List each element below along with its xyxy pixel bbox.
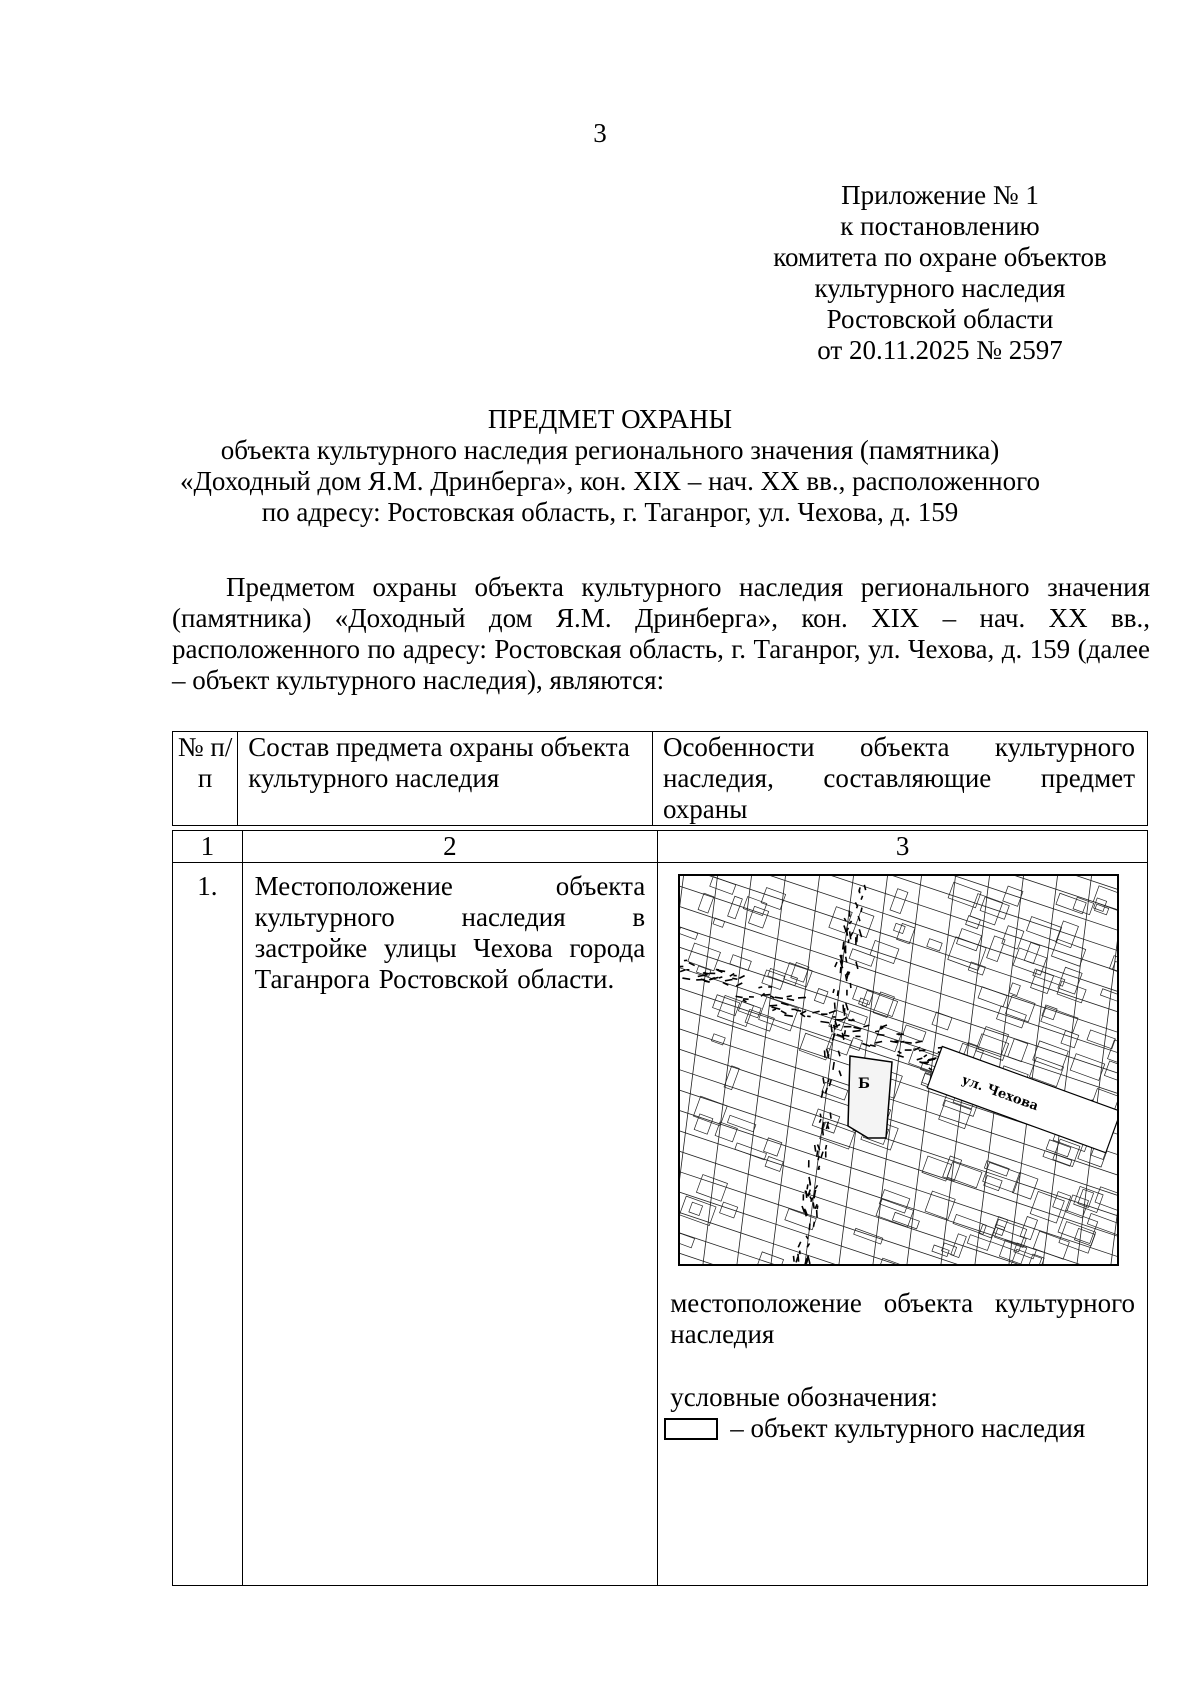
location-map [678, 874, 1119, 1266]
header-col-features: Особенности объекта культурного наследия, составляющие предмет охраны [652, 732, 1147, 826]
street-label: ул. Чехова [959, 1072, 1041, 1115]
legend-title: условные обозначения: [670, 1382, 938, 1412]
document-heading [160, 404, 1060, 528]
page-number: 3 [593, 118, 607, 148]
table-header [172, 731, 1148, 826]
composition-text: Местоположение объекта культурного наследия в застройке улицы Чехова города Таганрога Ростовской области. [254, 871, 646, 994]
object-parcel [848, 1056, 892, 1138]
column-number: 2 [242, 831, 658, 863]
row-number-text: 1. [197, 871, 218, 901]
object-label: Б [858, 1076, 871, 1092]
legend-item-label: – объект культурного наследия [730, 1413, 1086, 1443]
features-cell [658, 863, 1148, 1586]
appendix-line: Ростовской области [826, 304, 1054, 334]
heading-line: по адресу: Ростовская область, г. Таганрог, ул. Чехова, д. 159 [261, 497, 959, 527]
appendix-line: Приложение № 1 [841, 180, 1039, 210]
legend-item [664, 1413, 1147, 1444]
legend-swatch [664, 1418, 718, 1440]
column-number-row [173, 831, 1148, 863]
heading-line: «Доходный дом Я.М. Дринберга», кон. XIX – нач. XX вв., расположенного [179, 466, 1041, 496]
appendix-line: культурного наследия [814, 273, 1066, 303]
map-drawing [680, 876, 1117, 1264]
column-number: 1 [173, 831, 243, 863]
appendix-block [740, 180, 1140, 366]
intro-paragraph: Предметом охраны объекта культурного наследия регионального значения (памятника) «Доходный дом Я.М. Дринберга», кон. XIX – нач. XX вв., расположенного по адресу: Ростовская область, г. Таганрог, ул. Чехова, д. 159 (далее – объект культурного наследия), являются: [172, 572, 1150, 695]
column-number: 3 [658, 831, 1148, 863]
row-number [173, 863, 243, 1586]
composition-cell [242, 863, 658, 1586]
appendix-line: от 20.11.2025 № 2597 [817, 335, 1063, 365]
header-col-composition: Состав предмета охраны объекта культурного наследия [238, 732, 653, 826]
appendix-line: к постановлению [840, 211, 1040, 241]
document-title: ПРЕДМЕТ ОХРАНЫ [487, 404, 733, 434]
header-col-number: № п/п [173, 732, 238, 826]
map-caption: местоположение объекта культурного наследия [670, 1288, 1135, 1349]
table-body [172, 830, 1148, 1586]
appendix-line: комитета по охране объектов [773, 242, 1107, 272]
table-row [173, 863, 1148, 1586]
heading-line: объекта культурного наследия регионального значения (памятника) [220, 435, 1000, 465]
